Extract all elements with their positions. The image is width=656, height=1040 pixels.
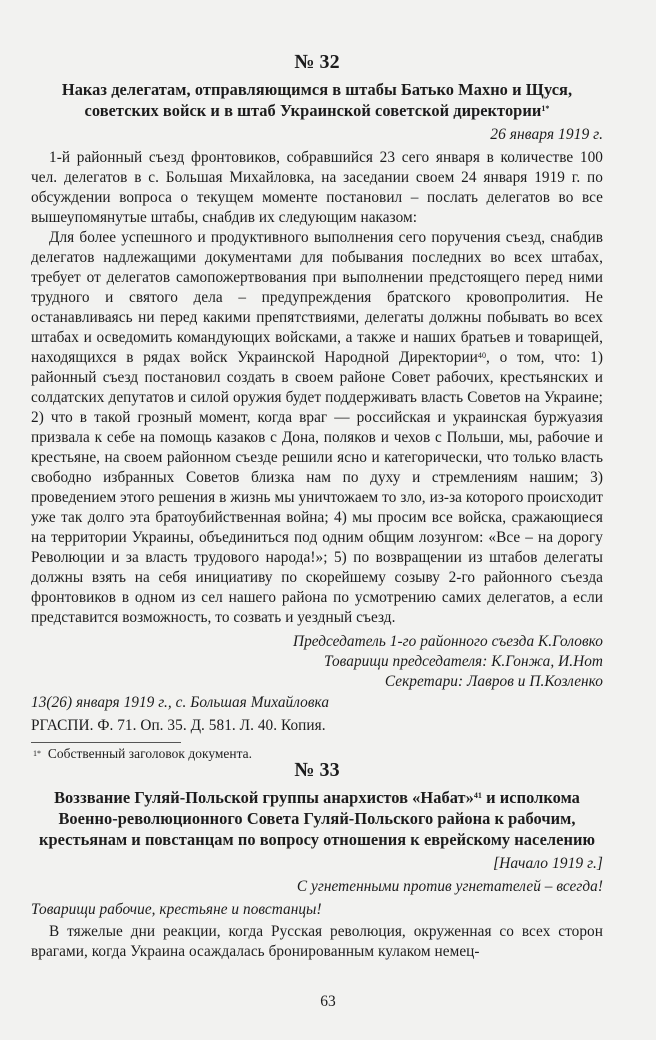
doc32-title-footnote-ref: 1* xyxy=(541,104,550,113)
doc32-signature-secretaries: Секретари: Лавров и П.Козленко xyxy=(384,673,603,690)
footnote-divider xyxy=(31,742,181,743)
doc32-title xyxy=(31,79,603,121)
doc32-signature-chairman: Председатель 1-го районного съезда К.Головко xyxy=(293,633,603,650)
doc32-signature-deputies: Товарищи председателя: К.Гонжа, И.Нот xyxy=(323,653,603,670)
doc32-paragraph-2b: , о том, что: 1) районный съезд постановил создать в своем районе Совет рабочих, крестьянских и солдатских депутатов и силой оружия будет поддерживать власть Советов на Украине; 2) что в такой грозный момент, когда враг — российская и украинская буржуазия призвала к себе на помощь казаков с Дона, поляков и чехов с Польши, мы, рабочие и крестьяне, на своем районном съезде решили ясно и категорически, что только власть свободно избранных Советов близка нам по духу и стремлениям нашим; 3) проведением этого решения в жизнь мы уничтожаем то зло, из-за которого происходит уже так долго эта братоубийственная война; 4) мы просим все войска, сражающиеся на территории Украины, объединиться под одним общим лозунгом: «Все – на дорогу Революции и за власть трудового народа!»; 5) по возвращении из штабов делегаты должны взять на себя инициативу по скорейшему созыву 2-го районного съезда фронтовиков в одном из сел нашего района по усмотрению самих делегатов, а если представится возможность, то созвать и уездный съезд. xyxy=(31,349,603,626)
footnote-mark: 1* xyxy=(33,749,42,758)
doc32-note-ref-40: 40 xyxy=(477,351,487,360)
doc33-title-text-b: и исполкома Военно-революционного Совета Гуляй-Польского района к рабочим, крестьянам и повстанцам по вопросу отношения к еврейскому населению xyxy=(38,788,596,849)
doc32-paragraph-2 xyxy=(31,228,603,628)
doc32-paragraph-2a: Для более успешного и продуктивного выполнения сего поручения съезд, снабдив делегатов надлежащими документами для побывания последних во всех штабах, требует от делегатов самопожертвования при выполнении предстоящего перед ними трудного и святого дела – предупреждения братского кровопролития. Не останавливаясь ни перед какими препятствиями, делегаты должны побывать во всех штабах и осведомить командующих войсками, а также и наших братьев и товарищей, находящихся в рядах войск Украинской Народной Директории xyxy=(31,229,603,366)
doc33-address: Товарищи рабочие, крестьяне и повстанцы! xyxy=(31,901,322,918)
doc33-title-text-a: Воззвание Гуляй-Польской группы анархистов «Набат» xyxy=(54,788,474,807)
doc33-paragraph-1: В тяжелые дни реакции, когда Русская революция, окруженная со всех сторон врагами, когда Украина осаждалась бронированным кулаком немец- xyxy=(31,923,603,960)
doc33-note-ref-41: 41 xyxy=(473,791,482,800)
doc32-number: № 32 xyxy=(294,51,340,73)
doc33-number: № 33 xyxy=(294,759,340,781)
document-32 xyxy=(31,50,603,763)
doc32-date: 26 января 1919 г. xyxy=(490,126,603,143)
doc33-title xyxy=(31,787,603,850)
doc33-motto: С угнетенными против угнетателей – всегда! xyxy=(296,878,603,895)
footnote-text: Собственный заголовок документа. xyxy=(47,746,253,761)
doc32-archive-ref: РГАСПИ. Ф. 71. Оп. 35. Д. 581. Л. 40. Копия. xyxy=(31,717,326,734)
doc32-paragraph-1: 1-й районный съезд фронтовиков, собравшийся 23 сего января в количестве 100 чел. делегатов в с. Большая Михайловка, на заседании своем 24 января 1919 г. по обсуждении вопроса о текущем моменте постановил – послать делегатов во все вышеупомянутые штабы, снабдив их следующим наказом: xyxy=(31,149,603,226)
doc32-title-text: Наказ делегатам, отправляющимся в штабы Батько Махно и Щуся, советских войск и в штаб Украинской советской директории xyxy=(61,80,573,120)
document-33 xyxy=(31,758,603,962)
doc33-date: [Начало 1919 г.] xyxy=(493,855,603,872)
doc32-place-date: 13(26) января 1919 г., с. Большая Михайловка xyxy=(31,694,330,711)
page-number: 63 xyxy=(320,993,336,1010)
